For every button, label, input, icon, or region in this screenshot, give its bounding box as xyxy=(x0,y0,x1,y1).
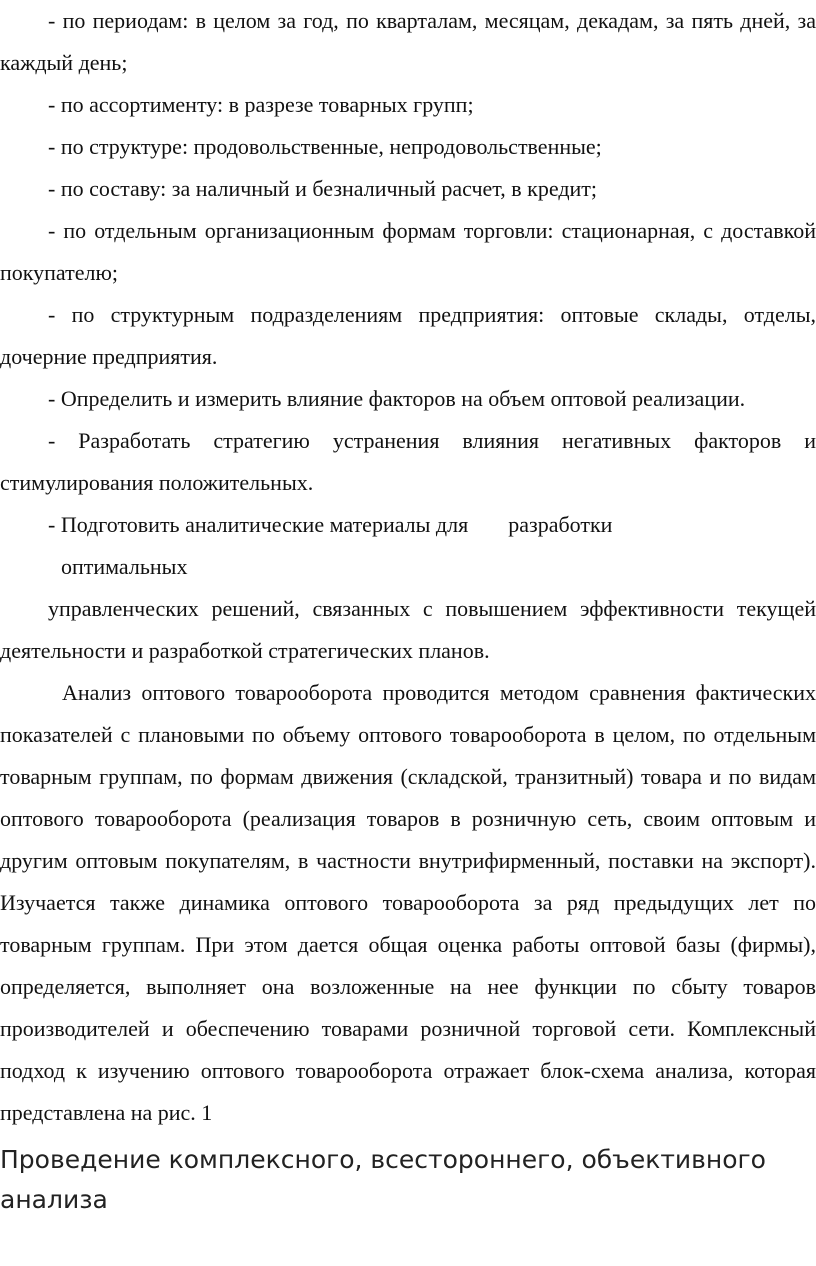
prepare-text-a: - Подготовить аналитические материалы для xyxy=(48,512,469,537)
list-item-prepare-line1 xyxy=(0,504,816,546)
list-item-assortment: - по ассортименту: в разрезе товарных групп; xyxy=(48,92,474,117)
list-item-periods: - по периодам: в целом за год, по кварталам, месяцам, декадам, за пять дней, за каждый день; xyxy=(0,8,816,75)
list-item-trade-forms: - по отдельным организационным формам торговли: стационарная, с доставкой покупателю; xyxy=(0,218,816,285)
prepare-text-b: разработки xyxy=(508,512,613,537)
list-item-subdivisions: - по структурным подразделениям предприятия: оптовые склады, отделы, дочерние предприятия. xyxy=(0,302,816,369)
list-item-prepare-line2: оптимальных xyxy=(61,554,188,579)
list-item-factors: - Определить и измерить влияние факторов на объем оптовой реализации. xyxy=(48,386,746,411)
list-item-prepare-line3: управленческих решений, связанных с повышением эффективности текущей деятельности и разработкой стратегических планов. xyxy=(0,596,816,663)
body-paragraph: Анализ оптового товарооборота проводится методом сравнения фактических показателей с плановыми по объему оптового товарооборота в целом, по отдельным товарным группам, по формам движения (складской, транзитный) товара и по видам оптового товарооборота (реализация товаров в розничную сеть, своим оптовым и другим оптовым покупателям, в частности внутрифирменный, поставки на экспорт). Изучается также динамика оптового товарооборота за ряд предыдущих лет по товарным группам. При этом дается общая оценка работы оптовой базы (фирмы), определяется, выполняет она возложенные на нее функции по сбыту товаров производителей и обеспечению товарами розничной торговой сети. Комплексный подход к изучению оптового товарооборота отражает блок-схема анализа, которая представлена на рис. 1 xyxy=(0,680,816,1125)
section-heading: Проведение комплексного, всестороннего, объективного анализа xyxy=(0,1145,766,1214)
list-item-composition: - по составу: за наличный и безналичный расчет, в кредит; xyxy=(48,176,598,201)
list-item-structure: - по структуре: продовольственные, непродовольственные; xyxy=(48,134,602,159)
list-item-strategy: - Разработать стратегию устранения влияния негативных факторов и стимулирования положительных. xyxy=(0,428,816,495)
